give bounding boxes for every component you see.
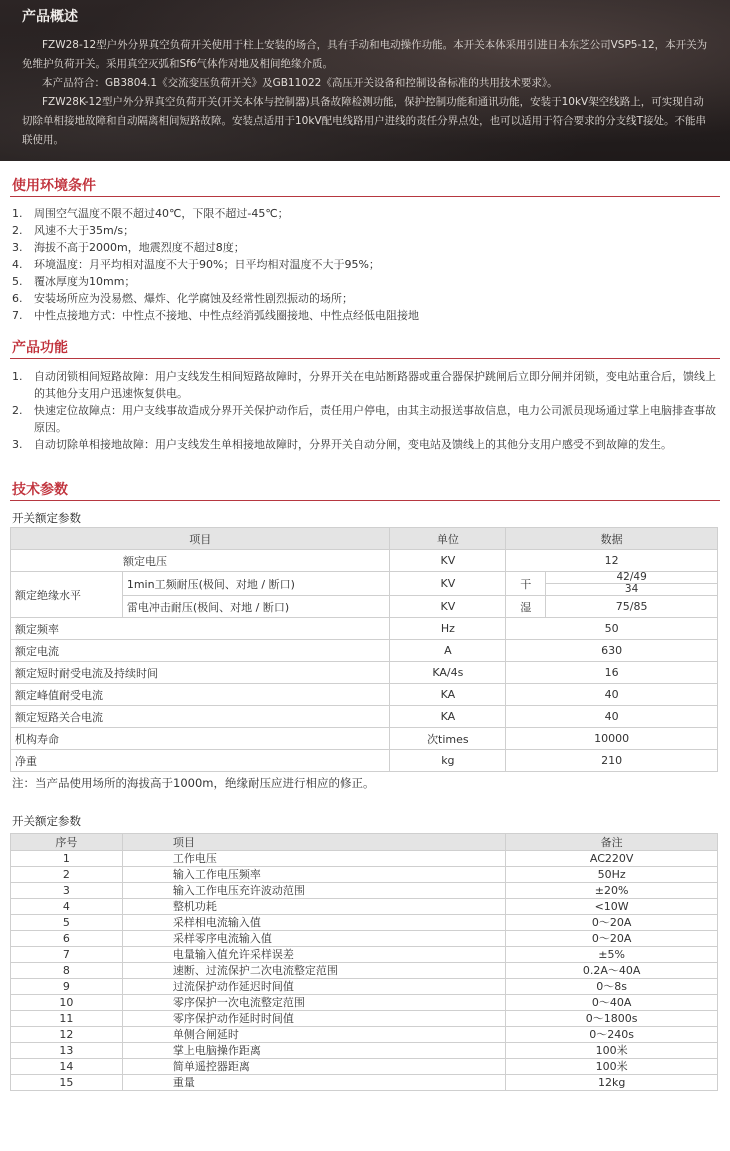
list-item bbox=[12, 402, 716, 436]
env-list bbox=[12, 205, 716, 324]
list-item-number: 6. bbox=[12, 292, 23, 305]
table-row bbox=[11, 915, 718, 931]
func-section-title: 产品功能 bbox=[12, 340, 68, 356]
table-row bbox=[11, 1043, 718, 1059]
table1-title: 开关额定参数 bbox=[12, 511, 81, 525]
table1-header bbox=[11, 528, 718, 550]
dry-label: 干 bbox=[506, 572, 546, 596]
list-item-text: 自动闭锁相间短路故障：用户支线发生相间短路故障时，分界开关在电站断路器或重合器保护跳闸后立即分闸并闭锁，变电站重合后，馈线上的其他分支用户迅速恢复供电。 bbox=[34, 370, 716, 400]
row-unit: KA/4s bbox=[390, 662, 506, 684]
row-unit: KV bbox=[390, 596, 506, 618]
row-value: 16 bbox=[506, 662, 718, 684]
row-value: 10000 bbox=[506, 728, 718, 750]
row-number: 11 bbox=[11, 1011, 123, 1027]
row-item: 整机功耗 bbox=[122, 899, 505, 915]
row-number: 8 bbox=[11, 963, 123, 979]
row-value: 40 bbox=[506, 684, 718, 706]
row-unit: KV bbox=[390, 550, 506, 572]
table-row bbox=[11, 963, 718, 979]
row-remark: 0～8s bbox=[506, 979, 718, 995]
row-name: 额定频率 bbox=[11, 618, 390, 640]
row-unit: KV bbox=[390, 572, 506, 596]
list-item-text: 中性点接地方式：中性点不接地、中性点经消弧线圈接地、中性点经低电阻接地 bbox=[34, 309, 419, 322]
rated-params-table bbox=[10, 527, 718, 772]
header-item: 项目 bbox=[11, 528, 390, 550]
list-item-number: 4. bbox=[12, 258, 23, 271]
row-number: 10 bbox=[11, 995, 123, 1011]
row-name: 1min工频耐压(极间、对地 / 断口) bbox=[122, 572, 390, 596]
func-list bbox=[12, 368, 716, 453]
list-item bbox=[12, 290, 716, 307]
row-item: 输入工作电压充许波动范围 bbox=[122, 883, 505, 899]
row-name: 额定峰值耐受电流 bbox=[11, 684, 390, 706]
row-remark: 0～20A bbox=[506, 915, 718, 931]
list-item-number: 3. bbox=[12, 438, 23, 451]
row-item: 零序保护一次电流整定范围 bbox=[122, 995, 505, 1011]
list-item-text: 风速不大于35m/s； bbox=[34, 224, 135, 237]
table-row bbox=[11, 728, 718, 750]
table-row bbox=[11, 618, 718, 640]
row-item: 掌上电脑操作距离 bbox=[122, 1043, 505, 1059]
row-remark: 0～20A bbox=[506, 931, 718, 947]
row-unit: A bbox=[390, 640, 506, 662]
list-item-number: 2. bbox=[12, 224, 23, 237]
row-number: 9 bbox=[11, 979, 123, 995]
list-item-text: 快速定位故障点：用户支线事故造成分界开关保护动作后，责任用户停电，由其主动报送事故信息，电力公司派员现场通过掌上电脑排查事故原因。 bbox=[34, 404, 716, 434]
list-item bbox=[12, 239, 716, 256]
overview-paragraph-3: FZW28K-12型户外分界真空负荷开关(开关本体与控制器)具备故障检测功能，保护控制功能和通讯功能，安装于10kV架空线路上，可实现自动切除单相接地故障和自动隔离相间短路故障。安装点适用于10kV配电线路用户进线的责任分界点处，也可以适用于符合要求的分支线T接处。不能串联使用。 bbox=[22, 96, 707, 146]
row-item: 速断、过流保护二次电流整定范围 bbox=[122, 963, 505, 979]
row-name: 额定短时耐受电流及持续时间 bbox=[11, 662, 390, 684]
table-row bbox=[11, 662, 718, 684]
env-divider bbox=[10, 196, 720, 197]
list-item bbox=[12, 307, 716, 324]
row-remark: <10W bbox=[506, 899, 718, 915]
row-item: 电量输入值允许采样误差 bbox=[122, 947, 505, 963]
row-number: 14 bbox=[11, 1059, 123, 1075]
table-row bbox=[11, 867, 718, 883]
row-value: 75/85 bbox=[546, 596, 718, 618]
row-remark: 100米 bbox=[506, 1043, 718, 1059]
header-item: 项目 bbox=[122, 834, 505, 851]
row-value: 40 bbox=[506, 706, 718, 728]
insulation-group-label: 额定绝缘水平 bbox=[11, 572, 123, 618]
table-row bbox=[11, 995, 718, 1011]
list-item-number: 3. bbox=[12, 241, 23, 254]
row-item: 简单遥控器距离 bbox=[122, 1059, 505, 1075]
list-item-text: 周围空气温度不限不超过40℃，下限不超过-45℃； bbox=[34, 207, 289, 220]
row-value: 12 bbox=[506, 550, 718, 572]
row-number: 3 bbox=[11, 883, 123, 899]
table-row bbox=[11, 1059, 718, 1075]
row-unit: 次times bbox=[390, 728, 506, 750]
row-remark: ±5% bbox=[506, 947, 718, 963]
row-number: 15 bbox=[11, 1075, 123, 1091]
header-no: 序号 bbox=[11, 834, 123, 851]
table2-header bbox=[11, 834, 718, 851]
func-divider bbox=[10, 358, 720, 359]
row-remark: 0.2A～40A bbox=[506, 963, 718, 979]
row-item: 工作电压 bbox=[122, 851, 505, 867]
overview-title: 产品概述 bbox=[22, 9, 78, 25]
row-name: 额定短路关合电流 bbox=[11, 706, 390, 728]
row-remark: 0～40A bbox=[506, 995, 718, 1011]
list-item bbox=[12, 273, 716, 290]
table-row bbox=[11, 899, 718, 915]
row-remark: ±20% bbox=[506, 883, 718, 899]
table-row bbox=[11, 1075, 718, 1091]
wet-label: 湿 bbox=[506, 596, 546, 618]
row-name: 额定电压 bbox=[11, 550, 390, 572]
list-item bbox=[12, 368, 716, 402]
row-remark: 100米 bbox=[506, 1059, 718, 1075]
list-item bbox=[12, 222, 716, 239]
list-item bbox=[12, 205, 716, 222]
row-number: 5 bbox=[11, 915, 123, 931]
row-item: 重量 bbox=[122, 1075, 505, 1091]
table-row bbox=[11, 883, 718, 899]
list-item-number: 1. bbox=[12, 370, 23, 383]
list-item bbox=[12, 256, 716, 273]
overview-paragraph-2: 本产品符合：GB3804.1《交流变压负荷开关》及GB11022《高压开关设备和控制设备标准的共用技术要求》。 bbox=[42, 77, 558, 89]
row-value: 630 bbox=[506, 640, 718, 662]
row-number: 13 bbox=[11, 1043, 123, 1059]
row-value: 42/49 bbox=[546, 572, 718, 584]
table-row bbox=[11, 931, 718, 947]
list-item-number: 5. bbox=[12, 275, 23, 288]
altitude-note: 注：当产品使用场所的海拔高于1000m，绝缘耐压应进行相应的修正。 bbox=[12, 776, 375, 790]
tech-divider bbox=[10, 500, 720, 501]
row-item: 过流保护动作延迟时间值 bbox=[122, 979, 505, 995]
row-name: 机构寿命 bbox=[11, 728, 390, 750]
table2-title: 开关额定参数 bbox=[12, 814, 81, 828]
overview-paragraph-1: FZW28-12型户外分界真空负荷开关使用于柱上安装的场合，具有手动和电动操作功能。本开关本体采用引进日本东芝公司VSP5-12，本开关为免维护负荷开关。采用真空灭弧和Sf6气体作对地及相间绝缘介质。 bbox=[22, 39, 708, 70]
table-row bbox=[11, 706, 718, 728]
list-item-number: 7. bbox=[12, 309, 23, 322]
row-value: 34 bbox=[546, 584, 718, 596]
row-number: 12 bbox=[11, 1027, 123, 1043]
list-item-text: 环境温度：月平均相对温度不大于90%；日平均相对温度不大于95%； bbox=[34, 258, 380, 271]
row-value: 50 bbox=[506, 618, 718, 640]
table-row bbox=[11, 640, 718, 662]
list-item-text: 自动切除单相接地故障：用户支线发生单相接地故障时，分界开关自动分闸，变电站及馈线上的其他分支用户感受不到故障的发生。 bbox=[34, 438, 672, 451]
row-number: 7 bbox=[11, 947, 123, 963]
table-row bbox=[11, 1027, 718, 1043]
table-row bbox=[11, 684, 718, 706]
overview-banner bbox=[0, 0, 730, 161]
row-item: 输入工作电压频率 bbox=[122, 867, 505, 883]
tech-section-title: 技术参数 bbox=[12, 482, 68, 498]
row-unit: KA bbox=[390, 706, 506, 728]
row-unit: Hz bbox=[390, 618, 506, 640]
controller-params-table bbox=[10, 833, 718, 1091]
list-item bbox=[12, 436, 716, 453]
row-number: 2 bbox=[11, 867, 123, 883]
row-remark: 50Hz bbox=[506, 867, 718, 883]
row-remark: 0～240s bbox=[506, 1027, 718, 1043]
table-row bbox=[11, 947, 718, 963]
row-name: 净重 bbox=[11, 750, 390, 772]
table-row bbox=[11, 550, 718, 572]
row-item: 零序保护动作延时时间值 bbox=[122, 1011, 505, 1027]
row-remark: 12kg bbox=[506, 1075, 718, 1091]
list-item-text: 覆冰厚度为10mm； bbox=[34, 275, 136, 288]
list-item-text: 海拔不高于2000m，地震烈度不超过8度； bbox=[34, 241, 245, 254]
row-remark: 0～1800s bbox=[506, 1011, 718, 1027]
table-row bbox=[11, 750, 718, 772]
list-item-number: 2. bbox=[12, 404, 23, 417]
row-number: 4 bbox=[11, 899, 123, 915]
row-number: 6 bbox=[11, 931, 123, 947]
row-unit: KA bbox=[390, 684, 506, 706]
row-item: 单侧合闸延时 bbox=[122, 1027, 505, 1043]
row-name: 雷电冲击耐压(极间、对地 / 断口) bbox=[122, 596, 390, 618]
list-item-text: 安装场所应为没易燃、爆炸、化学腐蚀及经常性剧烈振动的场所； bbox=[34, 292, 353, 305]
row-number: 1 bbox=[11, 851, 123, 867]
row-item: 采样零序电流输入值 bbox=[122, 931, 505, 947]
table-row bbox=[11, 572, 718, 584]
row-value: 210 bbox=[506, 750, 718, 772]
table-row bbox=[11, 851, 718, 867]
env-section-title: 使用环境条件 bbox=[12, 178, 96, 194]
row-name: 额定电流 bbox=[11, 640, 390, 662]
list-item-number: 1. bbox=[12, 207, 23, 220]
header-remark: 备注 bbox=[506, 834, 718, 851]
header-data: 数据 bbox=[506, 528, 718, 550]
row-unit: kg bbox=[390, 750, 506, 772]
table-row bbox=[11, 979, 718, 995]
row-remark: AC220V bbox=[506, 851, 718, 867]
header-unit: 单位 bbox=[390, 528, 506, 550]
table-row bbox=[11, 1011, 718, 1027]
row-item: 采样相电流输入值 bbox=[122, 915, 505, 931]
